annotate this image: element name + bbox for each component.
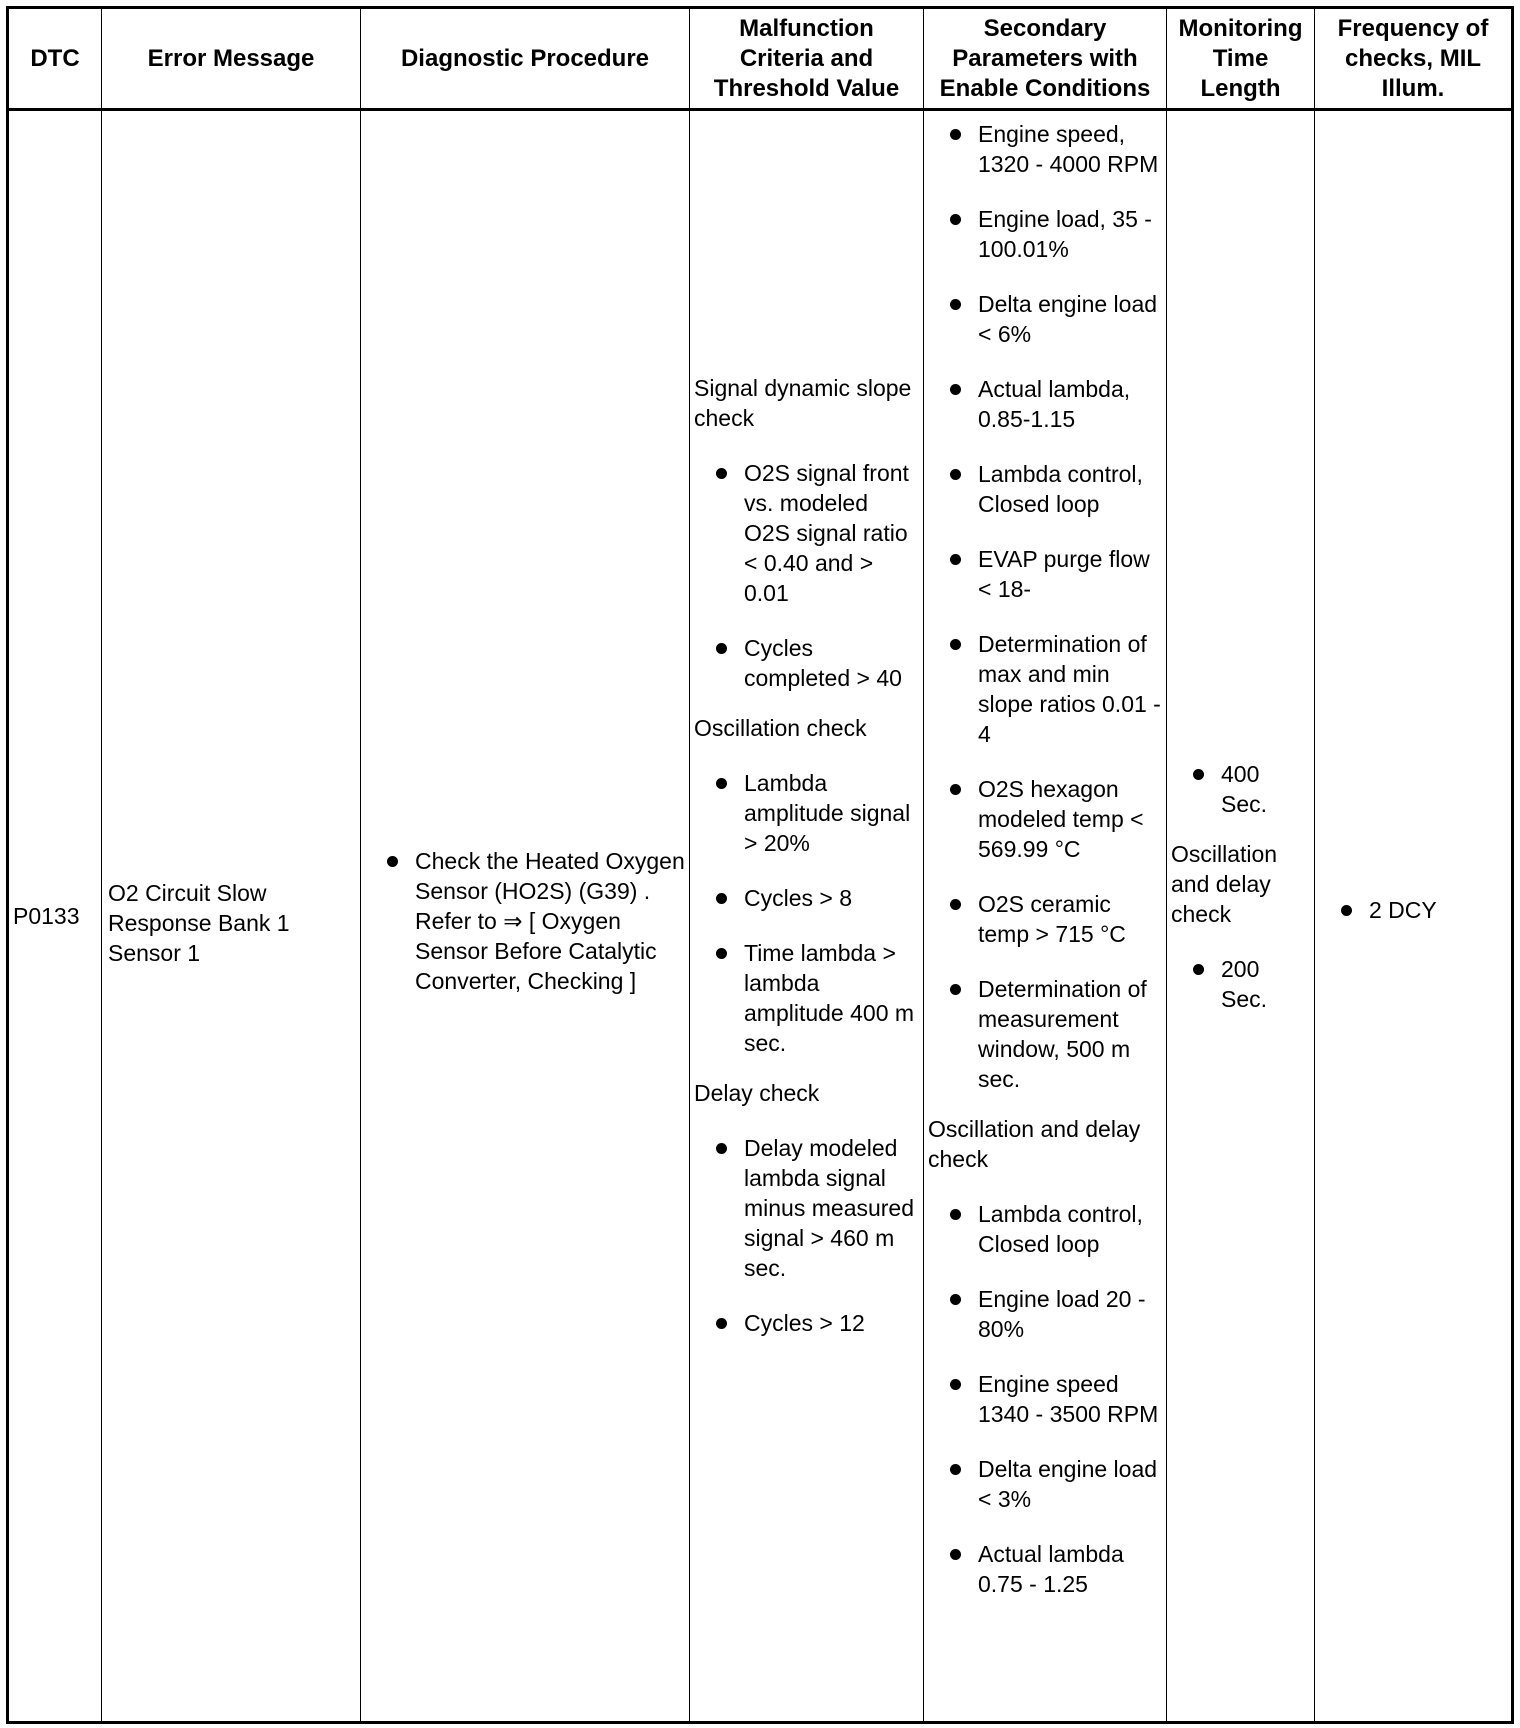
list-item: Delay modeled lambda signal minus measured signal > 460 m sec. (694, 1133, 919, 1283)
list-item: EVAP purge flow < 18- (928, 544, 1162, 604)
list-item: Determination of measurement window, 500 m sec. (928, 974, 1162, 1094)
secondary-parameters-list (928, 119, 1162, 1094)
bullet-icon (950, 299, 961, 310)
list-item: Engine speed, 1320 - 4000 RPM (928, 119, 1162, 179)
list-item: Cycles completed > 40 (694, 633, 919, 693)
dtc-table (6, 6, 1514, 1724)
header-error-message: Error Message (102, 8, 361, 110)
bullet-icon (950, 554, 961, 565)
error-message: O2 Circuit Slow Response Bank 1 Sensor 1 (102, 110, 361, 1723)
bullet-icon (716, 1143, 727, 1154)
list-item: Delta engine load < 6% (928, 289, 1162, 349)
osc-delay-list (928, 1199, 1162, 1599)
header-diagnostic-procedure: Diagnostic Procedure (361, 8, 690, 110)
monitoring-first-list (1171, 759, 1310, 819)
diagnostic-procedure-text: Check the Heated Oxygen Sensor (HO2S) (G39) . Refer to ⇒ [ Oxygen Sensor Before Catalytic Converter, Checking ] (415, 848, 685, 994)
bullet-icon (950, 1209, 961, 1220)
bullet-icon (387, 856, 398, 867)
monitoring-time-cell (1167, 110, 1315, 1723)
bullet-icon (950, 469, 961, 480)
bullet-icon (1193, 964, 1204, 975)
oscillation-check-list (694, 768, 919, 1058)
delay-check-list (694, 1133, 919, 1338)
bullet-icon (1341, 905, 1352, 916)
list-item: Lambda control, Closed loop (928, 1199, 1162, 1259)
list-item: Determination of max and min slope ratios 0.01 - 4 (928, 629, 1162, 749)
list-item: Engine load, 35 - 100.01% (928, 204, 1162, 264)
bullet-icon (950, 984, 961, 995)
bullet-icon (716, 948, 727, 959)
bullet-icon (950, 1379, 961, 1390)
header-frequency: Frequency of checks, MIL Illum. (1315, 8, 1513, 110)
list-item: Delta engine load < 3% (928, 1454, 1162, 1514)
monitoring-osc-delay-title: Oscillation and delay check (1171, 841, 1278, 927)
oscillation-check-title: Oscillation check (694, 715, 867, 741)
list-item: Lambda control, Closed loop (928, 459, 1162, 519)
bullet-icon (950, 214, 961, 225)
signal-dynamic-title: Signal dynamic slope check (694, 375, 912, 431)
header-secondary-parameters: Secondary Parameters with Enable Conditions (924, 8, 1167, 110)
list-item: Cycles > 8 (694, 883, 919, 913)
list-item (365, 846, 685, 996)
bullet-icon (716, 893, 727, 904)
bullet-icon (950, 1294, 961, 1305)
delay-check-title: Delay check (694, 1080, 820, 1106)
bullet-icon (950, 784, 961, 795)
bullet-icon (1193, 769, 1204, 780)
bullet-icon (950, 1464, 961, 1475)
bullet-icon (950, 1549, 961, 1560)
list-item: O2S hexagon modeled temp < 569.99 °C (928, 774, 1162, 864)
header-monitoring-time: Monitoring Time Length (1167, 8, 1315, 110)
dtc-code: P0133 (8, 110, 102, 1723)
secondary-parameters-cell (924, 110, 1167, 1723)
list-item: 2 DCY (1319, 895, 1507, 925)
bullet-icon (716, 778, 727, 789)
bullet-icon (950, 639, 961, 650)
list-item: Actual lambda, 0.85-1.15 (928, 374, 1162, 434)
list-item: Time lambda > lambda amplitude 400 m sec. (694, 938, 919, 1058)
frequency-cell (1315, 110, 1513, 1723)
list-item: Lambda amplitude signal > 20% (694, 768, 919, 858)
list-item: O2S ceramic temp > 715 °C (928, 889, 1162, 949)
list-item: Actual lambda 0.75 - 1.25 (928, 1539, 1162, 1599)
osc-delay-title: Oscillation and delay check (928, 1116, 1141, 1172)
bullet-icon (950, 129, 961, 140)
list-item: 200 Sec. (1171, 954, 1310, 1014)
list-item: O2S signal front vs. modeled O2S signal ratio < 0.40 and > 0.01 (694, 458, 919, 608)
bullet-icon (716, 643, 727, 654)
header-malfunction-criteria: Malfunction Criteria and Threshold Value (690, 8, 924, 110)
bullet-icon (950, 384, 961, 395)
signal-dynamic-list (694, 458, 919, 693)
bullet-icon (716, 468, 727, 479)
monitoring-second-list (1171, 954, 1310, 1014)
table-row (8, 110, 1513, 1723)
list-item: Cycles > 12 (694, 1308, 919, 1338)
diagnostic-procedure-cell (361, 110, 690, 1723)
frequency-list (1319, 895, 1507, 925)
header-row (8, 8, 1513, 110)
header-dtc: DTC (8, 8, 102, 110)
bullet-icon (950, 899, 961, 910)
malfunction-criteria-cell (690, 110, 924, 1723)
list-item: Engine load 20 - 80% (928, 1284, 1162, 1344)
list-item: Engine speed 1340 - 3500 RPM (928, 1369, 1162, 1429)
list-item: 400 Sec. (1171, 759, 1310, 819)
bullet-icon (716, 1318, 727, 1329)
diagnostic-procedure-list (365, 846, 685, 996)
